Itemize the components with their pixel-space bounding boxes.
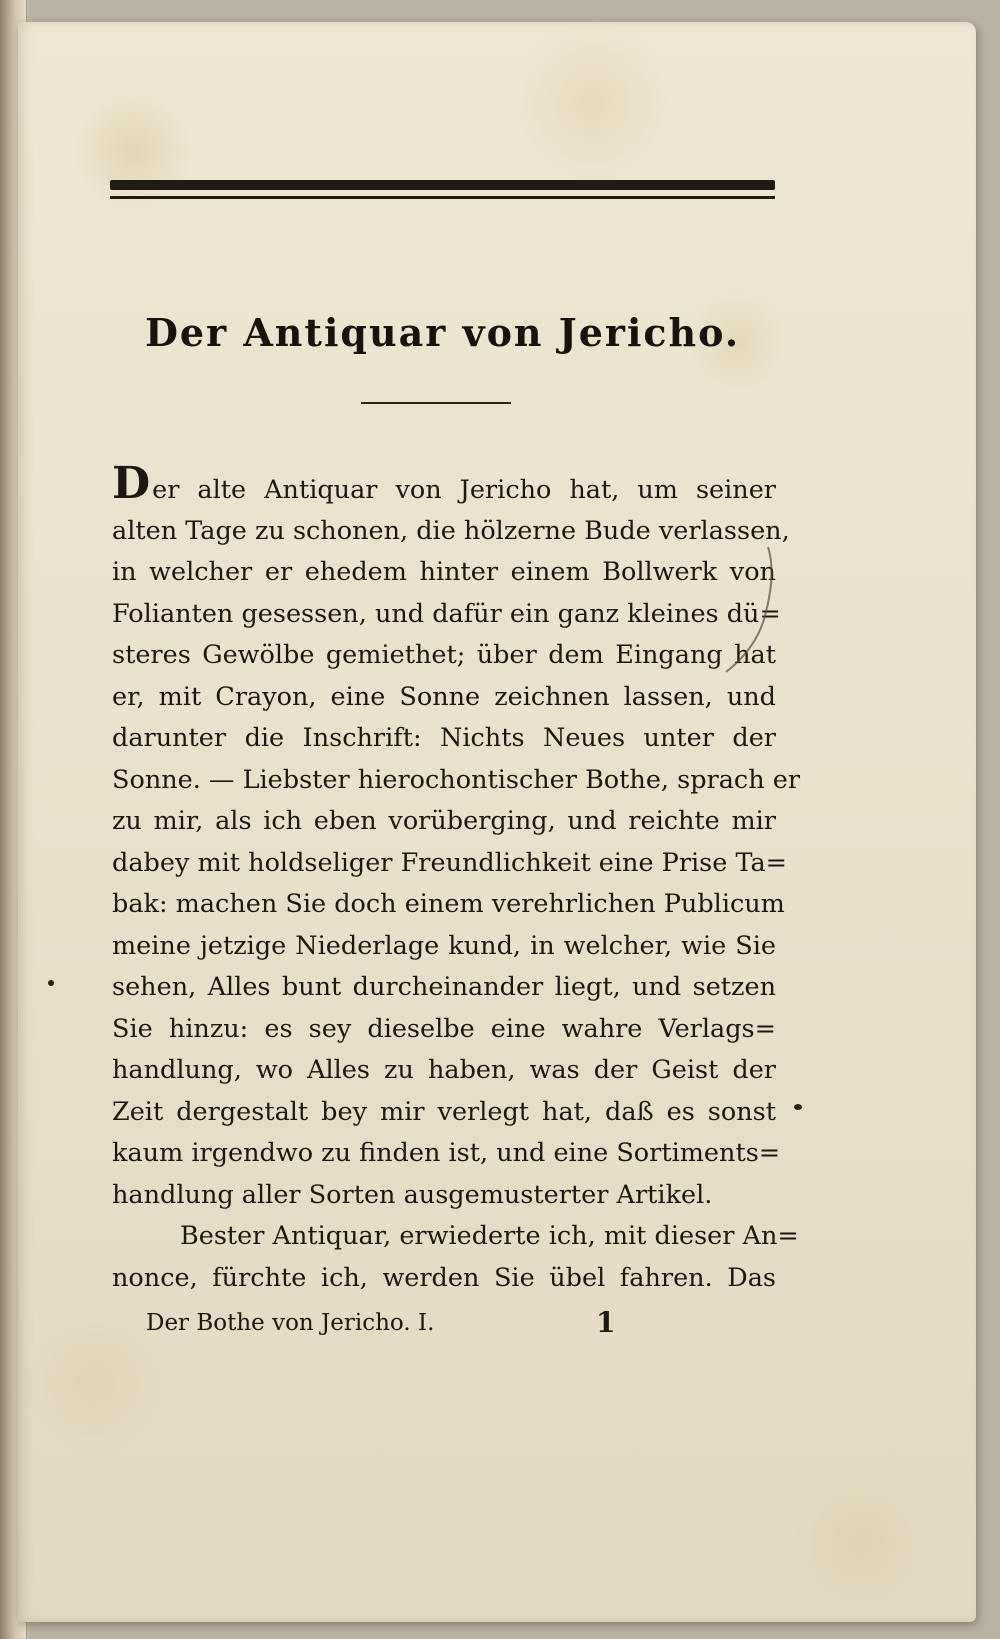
text-line: sehen, Alles bunt durcheinander liegt, und setzen bbox=[112, 972, 776, 1002]
text-line: nonce, fürchte ich, werden Sie übel fahren. Das bbox=[112, 1262, 776, 1293]
header-rule-thin bbox=[110, 196, 775, 199]
ink-spot-icon bbox=[48, 980, 54, 986]
body-text bbox=[112, 458, 801, 1299]
text-line: Folianten gesessen, und dafür ein ganz kleines dü= bbox=[112, 598, 781, 629]
text-line: darunter die Inschrift: Nichts Neues unter der bbox=[112, 723, 776, 753]
pencil-mark-icon bbox=[718, 542, 788, 682]
text-line: zu mir, als ich eben vorüberging, und reichte mir bbox=[112, 806, 776, 836]
ink-spot-icon bbox=[794, 1104, 802, 1110]
running-head: Der Bothe von Jericho. I. bbox=[146, 1310, 435, 1336]
text-line: kaum irgendwo zu finden ist, und eine Sortiments= bbox=[112, 1138, 781, 1168]
text-line: alten Tage zu schonen, die hölzerne Bude verlassen, bbox=[112, 515, 790, 546]
text-line: handlung aller Sorten ausgemusterter Artikel. bbox=[112, 1179, 713, 1210]
text-line: meine jetzige Niederlage kund, in welcher, wie Sie bbox=[112, 930, 776, 961]
text-line: Zeit dergestalt bey mir verlegt hat, daß es sonst bbox=[112, 1096, 776, 1127]
text-line: dabey mit holdseliger Freundlichkeit eine Prise Ta= bbox=[112, 847, 788, 878]
drop-cap: D bbox=[112, 458, 151, 509]
text-line: er, mit Crayon, eine Sonne zeichnen lassen, und bbox=[112, 681, 776, 712]
header-rule-thick bbox=[110, 180, 775, 190]
text-line: Der alte Antiquar von Jericho hat, um seiner bbox=[112, 458, 776, 509]
text-line: in welcher er ehedem hinter einem Bollwerk von bbox=[112, 557, 776, 587]
text-line: handlung, wo Alles zu haben, was der Geist der bbox=[112, 1055, 776, 1085]
text-line: Sonne. — Liebster hierochontischer Bothe, sprach er bbox=[112, 764, 801, 795]
text-line: bak: machen Sie doch einem verehrlichen Publicum bbox=[112, 889, 785, 919]
text-line: steres Gewölbe gemiethet; über dem Eingang hat bbox=[112, 640, 776, 670]
book-page bbox=[18, 22, 976, 1622]
page-number: 1 bbox=[596, 1306, 616, 1339]
text-line: Bester Antiquar, erwiederte ich, mit dieser An= bbox=[180, 1221, 799, 1251]
title-underline bbox=[361, 402, 511, 404]
text-line: Sie hinzu: es sey dieselbe eine wahre Verlags= bbox=[112, 1013, 776, 1044]
chapter-title: Der Antiquar von Jericho. bbox=[144, 310, 741, 355]
